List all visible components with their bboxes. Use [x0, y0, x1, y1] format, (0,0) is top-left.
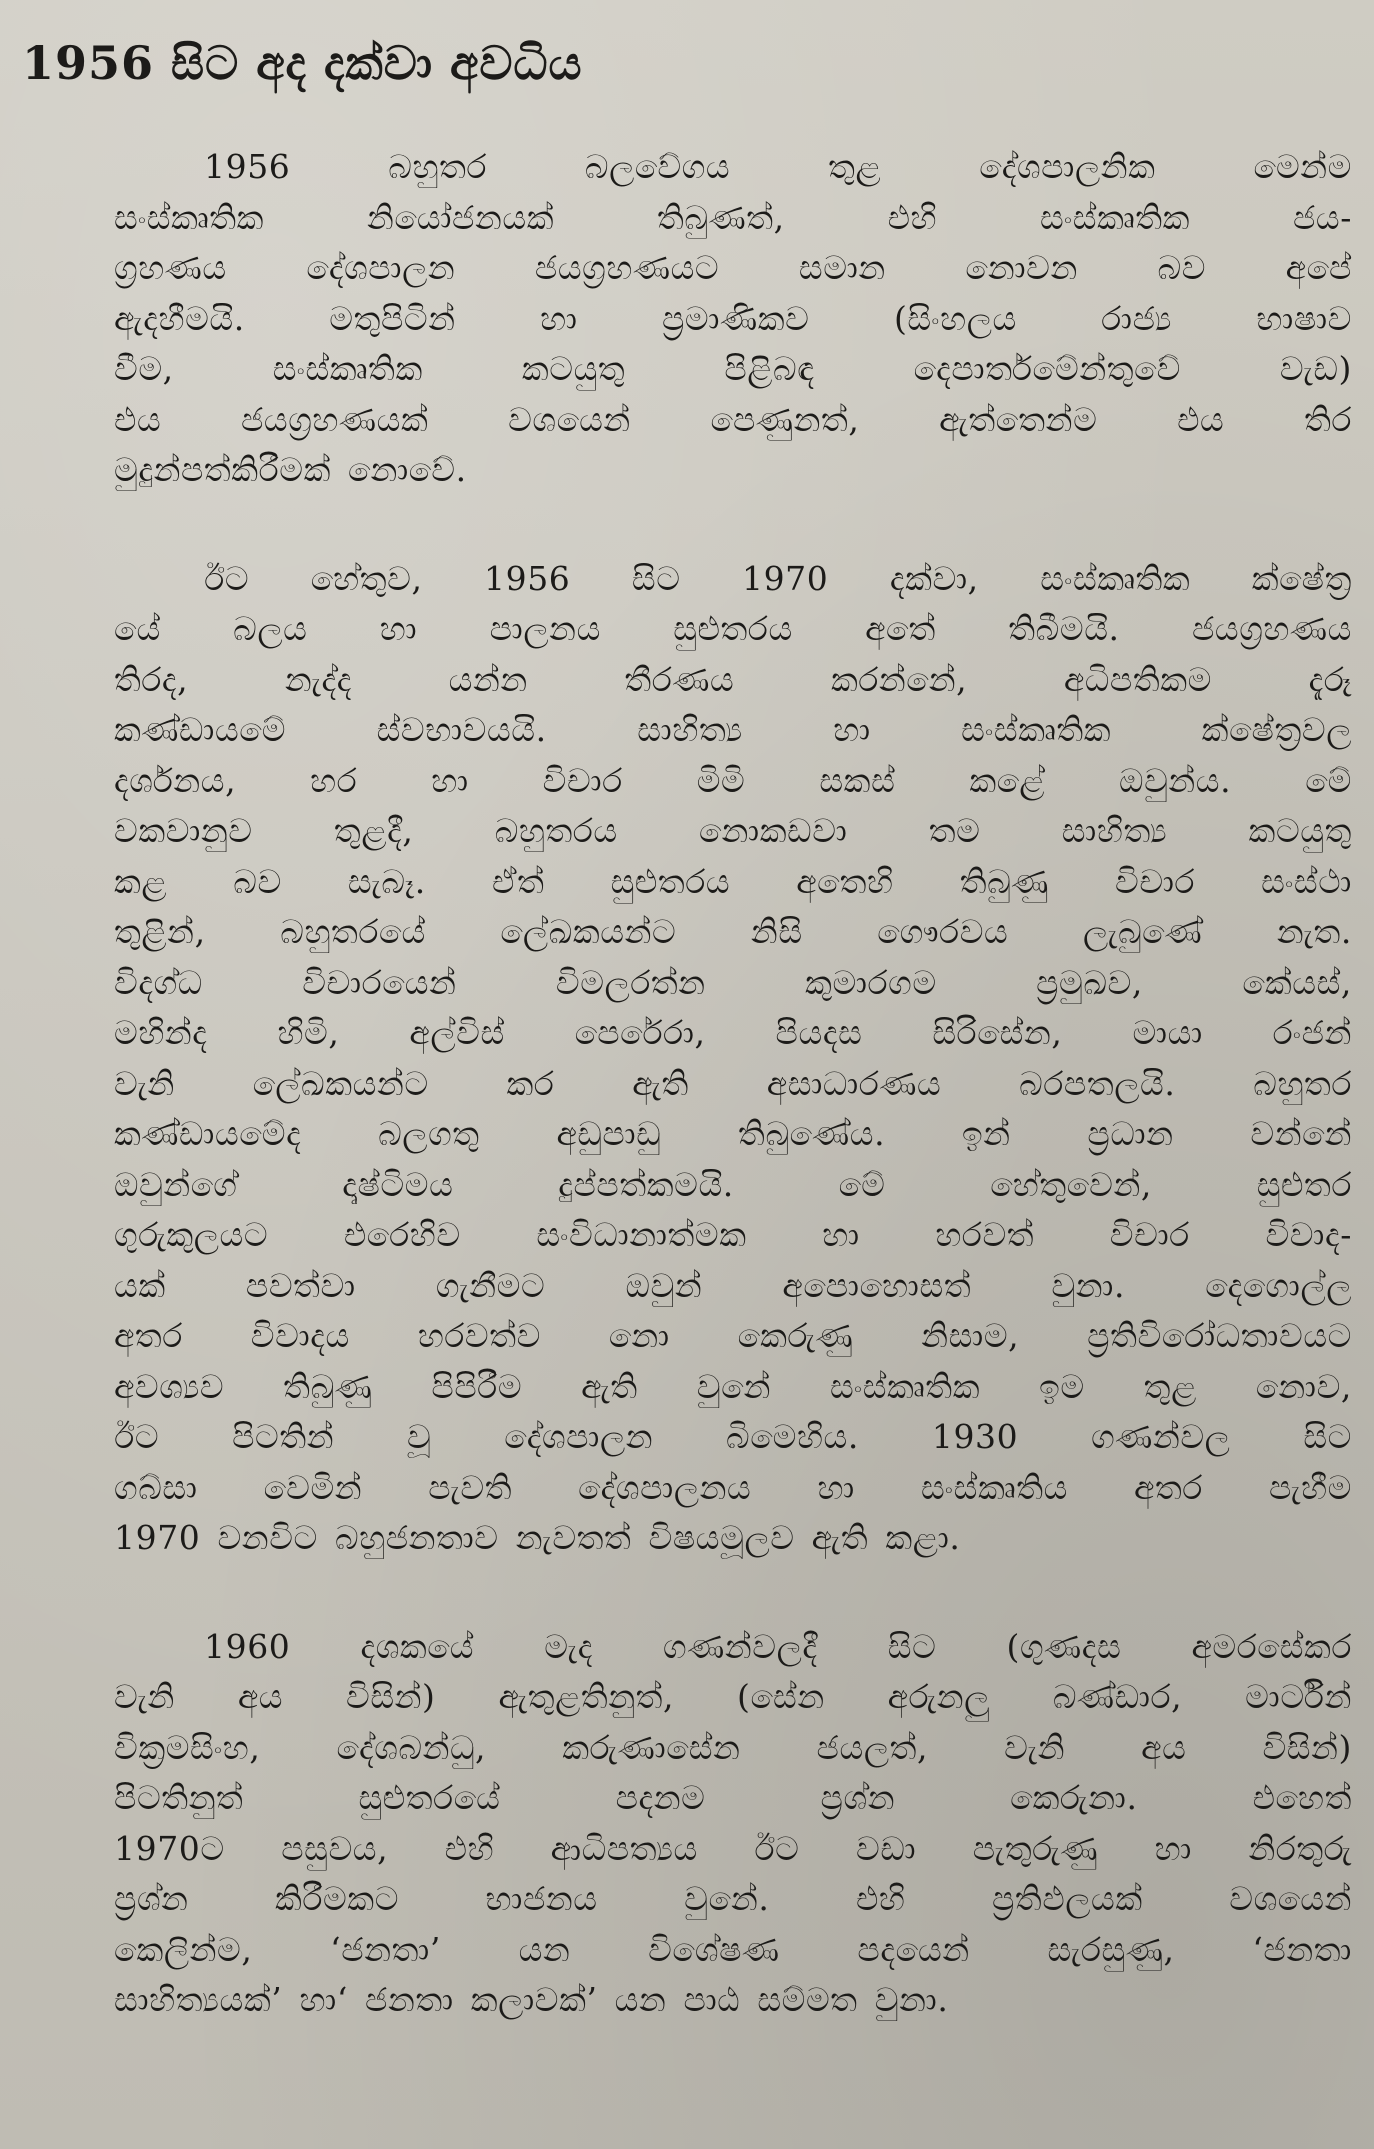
text-line: 1970ට පසුවය, එහි ආධිපත්‍යය ඊට වඩා පැතුරුණු හා නිරතුරු	[114, 1828, 1352, 1868]
text-line: තුළින්, බහුතරයේ ලේඛකයන්ට නිසි ගෞරවය ලැබුණේ නැත.	[114, 912, 1352, 951]
section-heading: 1956 සිට අද දක්වා අවධිය	[22, 36, 583, 90]
text-line: ඊට හේතුව, 1956 සිට 1970 දක්වා, සංස්කෘතික ක්ෂේත්‍ර	[204, 558, 1352, 598]
text-line: ඊට පිටතින් වූ දේශපාලන බිමෙහිය. 1930 ගණන්වල සිට	[114, 1417, 1352, 1456]
text-line: අතර විවාදය හරවත්ව නො කෙරුණු නිසාම, ප්‍රතිවිරෝධතාවයට	[114, 1316, 1352, 1355]
text-line: 1970 වනවිට බහුජනතාව නැවතත් විෂයමූලව ඇති කළා.	[114, 1518, 961, 1557]
text-line: පිටතිනුත් සුළුතරයේ පදනම ප්‍රශ්න කෙරුනා. එහෙත්	[114, 1778, 1352, 1817]
text-line: අවශ්‍යව තිබුණු පිපිරීම ඇති වුනේ සංස්කෘතික ඉම තුළ නොව,	[114, 1366, 1352, 1406]
text-line: කළ බව සැබෑ. ඒත් සුළුතරය අතෙහි තිබුණු විචාර සංස්ථා	[114, 861, 1352, 901]
text-line: වැනි අය විසින්) ඇතුළතිනුත්, (සේන අරුනලු බණ්ඩාර, මාර්ටින්	[114, 1677, 1352, 1716]
paragraph-3	[22, 1622, 1352, 2026]
text-line: ඔවුන්ගේ දෘෂ්ටිමය දුප්පත්කමයි. මේ හේතුවෙන්, සුළුතර	[114, 1164, 1352, 1204]
text-line: වීම, සංස්කෘතික කටයුතු පිළිබඳ දෙපාර්තමේන්තුවේ වැඩ)	[114, 349, 1352, 388]
text-line: දර්ශනය, හර හා විචාර මිමි සකස් කළේ ඔවුන්ය. මේ	[114, 760, 1352, 800]
text-line: සාහිත්‍යයක්’ හා‘ ජනතා කලාවක්’ යන පාඨ සම්මත වුනා.	[114, 1980, 949, 2019]
text-line: එය ජයග්‍රහණයක් වශයෙන් පෙණුනත්, ඇත්තෙන්ම එය තිර	[114, 399, 1352, 439]
text-line: විදග්ධ විචාරයෙන් විමලරත්න කුමාරගම ප්‍රමුඛව, කේයස්,	[114, 962, 1352, 1002]
text-line: කණ්ඩායමේ ස්වභාවයයි. සාහිත්‍ය හා සංස්කෘතික ක්ෂේත්‍රවල	[114, 710, 1352, 749]
text-line: 1960 දශකයේ මැද ගණන්වලදී සිට (ගුණදස අමරසේකර	[204, 1626, 1352, 1666]
text-line: 1956 බහුතර බලවේගය තුළ දේශපාලනික මෙන්ම	[204, 147, 1352, 186]
text-line: ප්‍රශ්න කිරීමකට භාජනය වුනේ. එහි ප්‍රතිඵලයක් වශයෙන්	[114, 1879, 1352, 1918]
paragraph-2	[22, 554, 1352, 1564]
text-line: ග්‍රහණය දේශපාලන ජයග්‍රහණයට සමාන නොවන බව අපේ	[114, 248, 1352, 287]
text-line: යක් පවත්වා ගැනීමට ඔවුන් අපොහොසත් වුනා. දෙගොල්ල	[114, 1265, 1352, 1305]
text-line: මුදුන්පත්කිරීමක් නොවේ.	[114, 450, 467, 489]
document-page	[22, 28, 1352, 2128]
text-line: ගුරුකුලයට එරෙහිව සංවිධානාත්මක හා හරවත් විචාර විවාද-	[114, 1215, 1352, 1254]
text-line: යේ බලය හා පාලනය සුළුතරය අතේ තිබීමයි. ජයග්‍රහණය	[114, 609, 1352, 648]
text-line: කෙලින්ම, ‘ජනතා’ යන විශේෂණ පදයෙන් සැරසුණු, ‘ජනතා	[114, 1929, 1352, 1969]
text-line: තිරද, නැද්ද යන්න තීරණය කරන්නේ, අධිපතිකම දැරූ	[114, 659, 1352, 699]
text-line: වකවානුව තුළදී, බහුතරය නොකඩවා තම සාහිත්‍ය කටයුතු	[114, 811, 1352, 850]
text-line: ගබ්සා වෙමින් පැවති දේශපාලනය හා සංස්කෘතිය අතර පැහීම	[114, 1467, 1352, 1507]
text-line: වික්‍රමසිංහ, දේශබන්ධු, කරුණාසේන ජයලත්, වැනි අය විසින්)	[114, 1727, 1352, 1767]
text-line: කණ්ඩායමේද බලගතු අඩුපාඩු තිබුණේය. ඉන් ප්‍රධාන වන්නේ	[114, 1114, 1352, 1153]
text-line: වැනි ලේඛකයන්ට කර ඇති අසාධාරණය බරපතලයි. බහුතර	[114, 1063, 1352, 1103]
text-line: ඇදහීමයි. මතුපිටින් හා ප්‍රමාණිකව (සිංහලය රාජ්‍ය භාෂාව	[114, 298, 1352, 338]
text-line: මහින්ද හිමි, අල්විස් පෙරේරා, පියදස සිරිසේන, මායා රංජන්	[114, 1013, 1352, 1052]
text-line: සංස්කෘතික නියෝජනයක් තිබුණත්, එහි සංස්කෘතික ජය-	[114, 197, 1352, 237]
paragraph-1	[22, 142, 1352, 496]
